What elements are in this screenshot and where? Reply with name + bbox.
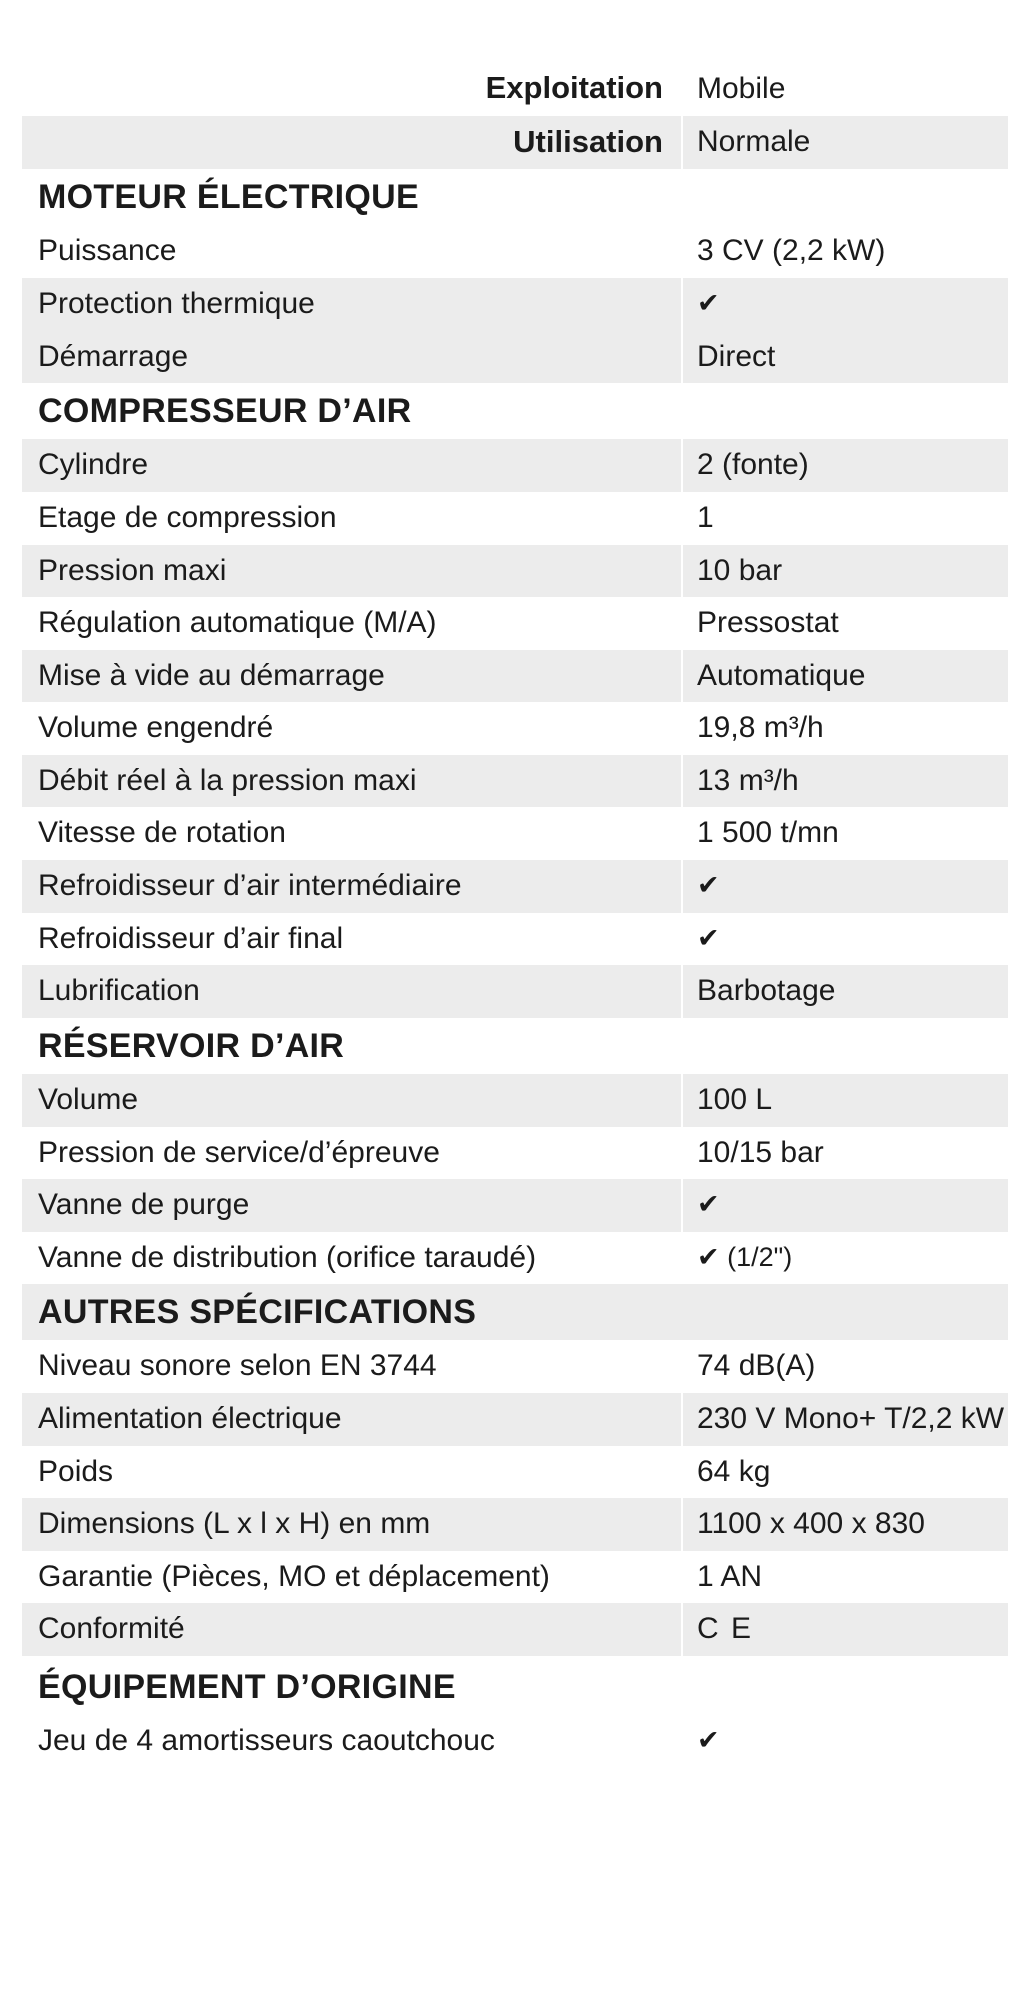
table-row	[22, 225, 1008, 278]
row-label: Poids	[22, 1446, 682, 1499]
row-value: 74 dB(A)	[682, 1340, 1008, 1393]
section-title-row	[22, 1018, 1008, 1074]
row-label: Vanne de distribution (orifice taraudé)	[22, 1232, 682, 1285]
row-value-check: ✔	[682, 860, 1008, 913]
row-label: Cylindre	[22, 439, 682, 492]
row-value: 64 kg	[682, 1446, 1008, 1499]
row-value: 1100 x 400 x 830	[682, 1498, 1008, 1551]
row-label: Dimensions (L x l x H) en mm	[22, 1498, 682, 1551]
row-label: Conformité	[22, 1603, 682, 1656]
row-value: 1 AN	[682, 1551, 1008, 1604]
section-title: MOTEUR ÉLECTRIQUE	[22, 169, 1008, 225]
row-value: Direct	[682, 331, 1008, 384]
row-value: 3 CV (2,2 kW)	[682, 225, 1008, 278]
table-row	[22, 965, 1008, 1018]
table-row	[22, 1715, 1008, 1768]
row-value: Automatique	[682, 650, 1008, 703]
row-label: Vitesse de rotation	[22, 807, 682, 860]
row-value: 10 bar	[682, 545, 1008, 598]
row-value-check: ✔	[682, 1715, 1008, 1768]
table-row	[22, 860, 1008, 913]
row-label: Mise à vide au démarrage	[22, 650, 682, 703]
table-row	[22, 492, 1008, 545]
row-value: Barbotage	[682, 965, 1008, 1018]
row-label: Volume engendré	[22, 702, 682, 755]
section-title: ÉQUIPEMENT D’ORIGINE	[22, 1659, 1008, 1715]
table-row	[22, 331, 1008, 384]
row-value-check: ✔	[682, 278, 1008, 331]
ce-mark-icon: C E	[682, 1603, 1008, 1656]
row-label: Démarrage	[22, 331, 682, 384]
table-row	[22, 62, 1008, 116]
table-row	[22, 1127, 1008, 1180]
section-title-row	[22, 169, 1008, 225]
row-label: Jeu de 4 amortisseurs caoutchouc	[22, 1715, 682, 1768]
table-row	[22, 545, 1008, 598]
row-label: Débit réel à la pression maxi	[22, 755, 682, 808]
row-label: Refroidisseur d’air intermédiaire	[22, 860, 682, 913]
row-label: Pression maxi	[22, 545, 682, 598]
row-value: Pressostat	[682, 597, 1008, 650]
row-value: Mobile	[682, 62, 1008, 116]
row-label: Régulation automatique (M/A)	[22, 597, 682, 650]
row-value: 1	[682, 492, 1008, 545]
section-title-row	[22, 1659, 1008, 1715]
section-title-row	[22, 1284, 1008, 1340]
section-title: RÉSERVOIR D’AIR	[22, 1018, 1008, 1074]
row-label: Utilisation	[22, 116, 682, 170]
row-label: Etage de compression	[22, 492, 682, 545]
row-label: Alimentation électrique	[22, 1393, 682, 1446]
table-row	[22, 1393, 1008, 1446]
table-row	[22, 278, 1008, 331]
table-row	[22, 1340, 1008, 1393]
row-value: 2 (fonte)	[682, 439, 1008, 492]
row-label: Refroidisseur d’air final	[22, 913, 682, 966]
table-row	[22, 1498, 1008, 1551]
table-row	[22, 702, 1008, 755]
row-value: 10/15 bar	[682, 1127, 1008, 1180]
header-blank-cell	[22, 0, 682, 62]
row-value-check: ✔	[682, 913, 1008, 966]
row-value-check: ✔ (1/2")	[682, 1232, 1008, 1285]
table-row	[22, 597, 1008, 650]
row-value: 100 L	[682, 1074, 1008, 1127]
table-row	[22, 116, 1008, 170]
model-name: 100 348 M	[682, 0, 1008, 62]
row-label: Pression de service/d’épreuve	[22, 1127, 682, 1180]
table-body	[22, 0, 1008, 1768]
specifications-table	[22, 0, 1008, 1768]
row-label: Volume	[22, 1074, 682, 1127]
row-value: Normale	[682, 116, 1008, 170]
table-row	[22, 1232, 1008, 1285]
row-value-check: ✔	[682, 1179, 1008, 1232]
table-row	[22, 1551, 1008, 1604]
row-label: Puissance	[22, 225, 682, 278]
row-value: 19,8 m³/h	[682, 702, 1008, 755]
table-row	[22, 439, 1008, 492]
table-row	[22, 913, 1008, 966]
table-row	[22, 755, 1008, 808]
table-row	[22, 1603, 1008, 1656]
section-title: AUTRES SPÉCIFICATIONS	[22, 1284, 1008, 1340]
row-value: 230 V Mono+ T/2,2 kW	[682, 1393, 1008, 1446]
row-label: Garantie (Pièces, MO et déplacement)	[22, 1551, 682, 1604]
table-header-row	[22, 0, 1008, 62]
section-title-row	[22, 383, 1008, 439]
row-value: 13 m³/h	[682, 755, 1008, 808]
row-label: Niveau sonore selon EN 3744	[22, 1340, 682, 1393]
section-title: COMPRESSEUR D’AIR	[22, 383, 1008, 439]
row-value: 1 500 t/mn	[682, 807, 1008, 860]
table-row	[22, 1179, 1008, 1232]
table-row	[22, 1446, 1008, 1499]
table-row	[22, 650, 1008, 703]
row-label: Exploitation	[22, 62, 682, 116]
table-row	[22, 1074, 1008, 1127]
row-label: Vanne de purge	[22, 1179, 682, 1232]
row-label: Protection thermique	[22, 278, 682, 331]
row-label: Lubrification	[22, 965, 682, 1018]
table-row	[22, 807, 1008, 860]
